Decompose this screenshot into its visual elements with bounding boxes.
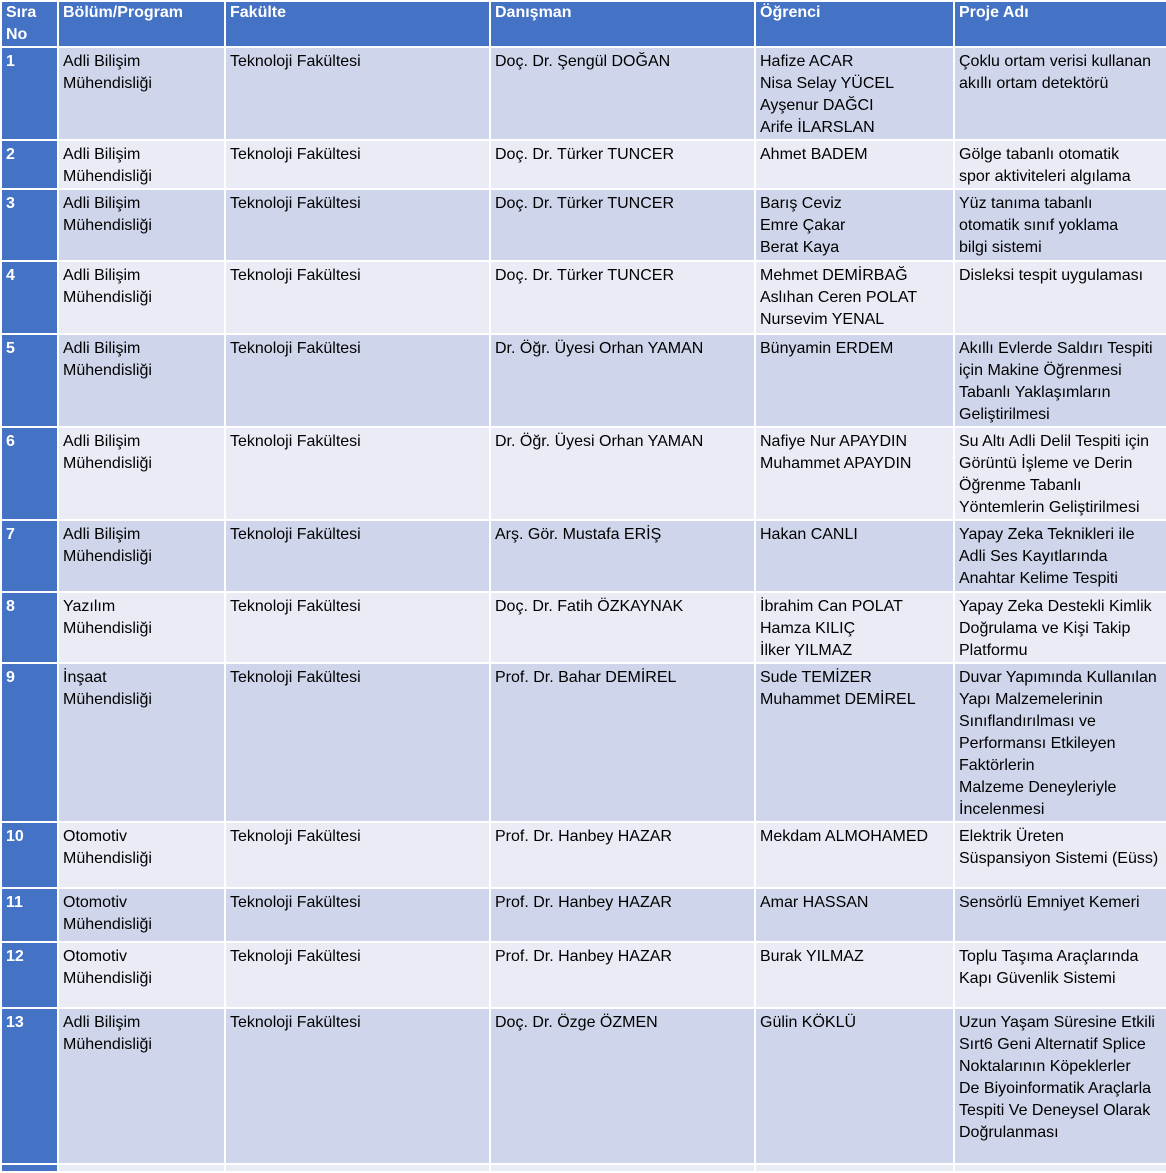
proje-line: Performansı Etkileyen bbox=[959, 735, 1116, 752]
proje-line: Uzun Yaşam Süresine Etkili bbox=[959, 1014, 1155, 1031]
proje-line: Yüz tanıma tabanlı bbox=[959, 195, 1093, 212]
proje-line: için Makine Öğrenmesi bbox=[959, 362, 1122, 379]
cell-ogrenci bbox=[755, 334, 954, 427]
bolum-line: Otomotiv bbox=[63, 828, 128, 845]
cell-proje bbox=[954, 592, 1166, 663]
empty-cell bbox=[1, 1164, 58, 1172]
bolum-line: Mühendisliği bbox=[63, 289, 152, 306]
cell-bolum bbox=[58, 140, 225, 189]
cell-danisman: Prof. Dr. Hanbey HAZAR bbox=[490, 888, 755, 942]
ogrenci-line: Hakan CANLI bbox=[760, 526, 858, 543]
bolum-line: Adli Bilişim bbox=[63, 195, 141, 212]
bolum-line: Adli Bilişim bbox=[63, 340, 141, 357]
cell-proje bbox=[954, 427, 1166, 520]
proje-line: Doğrulanması bbox=[959, 1124, 1059, 1141]
row-number: 13 bbox=[1, 1008, 58, 1164]
cell-fakulte: Teknoloji Fakültesi bbox=[225, 427, 490, 520]
cell-proje bbox=[954, 663, 1166, 822]
proje-line: Tespiti Ve Deneysel Olarak bbox=[959, 1102, 1151, 1119]
table-row bbox=[1, 1008, 1166, 1164]
cell-ogrenci bbox=[755, 189, 954, 261]
proje-line: Disleksi tespit uygulaması bbox=[959, 267, 1144, 284]
table-row bbox=[1, 592, 1166, 663]
header-proje: Proje Adı bbox=[954, 1, 1166, 47]
cell-danisman: Doç. Dr. Türker TUNCER bbox=[490, 189, 755, 261]
cell-ogrenci bbox=[755, 140, 954, 189]
table-row bbox=[1, 942, 1166, 1008]
bolum-line: Mühendisliği bbox=[63, 620, 152, 637]
bolum-line: Mühendisliği bbox=[63, 362, 152, 379]
bolum-line: Mühendisliği bbox=[63, 548, 152, 565]
proje-line: Toplu Taşıma Araçlarında bbox=[959, 948, 1139, 965]
table-row-partial bbox=[1, 1164, 1166, 1172]
proje-line: otomatik sınıf yoklama bbox=[959, 217, 1119, 234]
row-number: 10 bbox=[1, 822, 58, 888]
ogrenci-line: Nisa Selay YÜCEL bbox=[760, 75, 894, 92]
cell-bolum bbox=[58, 261, 225, 334]
cell-fakulte: Teknoloji Fakültesi bbox=[225, 47, 490, 140]
bolum-line: Adli Bilişim bbox=[63, 267, 141, 284]
empty-cell bbox=[755, 1164, 954, 1172]
proje-line: Elektrik Üreten bbox=[959, 828, 1064, 845]
header-ogrenci: Öğrenci bbox=[755, 1, 954, 47]
proje-line: Doğrulama ve Kişi Takip bbox=[959, 620, 1131, 637]
cell-danisman: Doç. Dr. Özge ÖZMEN bbox=[490, 1008, 755, 1164]
proje-line: Gölge tabanlı otomatik bbox=[959, 146, 1120, 163]
cell-danisman: Arş. Gör. Mustafa ERİŞ bbox=[490, 520, 755, 592]
cell-bolum bbox=[58, 663, 225, 822]
cell-ogrenci bbox=[755, 427, 954, 520]
cell-fakulte: Teknoloji Fakültesi bbox=[225, 261, 490, 334]
cell-proje bbox=[954, 47, 1166, 140]
proje-line: Duvar Yapımında Kullanılan bbox=[959, 669, 1157, 686]
proje-line: Platformu bbox=[959, 642, 1028, 659]
proje-line: Sırt6 Geni Alternatif Splice bbox=[959, 1036, 1146, 1053]
proje-line: Geliştirilmesi bbox=[959, 406, 1050, 423]
cell-proje bbox=[954, 261, 1166, 334]
cell-fakulte: Teknoloji Fakültesi bbox=[225, 942, 490, 1008]
proje-line: Akıllı Evlerde Saldırı Tespiti bbox=[959, 340, 1153, 357]
proje-line: Yapay Zeka Teknikleri ile bbox=[959, 526, 1135, 543]
cell-danisman: Doç. Dr. Fatih ÖZKAYNAK bbox=[490, 592, 755, 663]
cell-fakulte: Teknoloji Fakültesi bbox=[225, 334, 490, 427]
table-row bbox=[1, 261, 1166, 334]
row-number: 4 bbox=[1, 261, 58, 334]
header-no-label: No bbox=[6, 26, 28, 43]
row-number: 6 bbox=[1, 427, 58, 520]
row-number: 12 bbox=[1, 942, 58, 1008]
cell-ogrenci bbox=[755, 261, 954, 334]
ogrenci-line: Emre Çakar bbox=[760, 217, 846, 234]
header-bolum: Bölüm/Program bbox=[58, 1, 225, 47]
bolum-line: Mühendisliği bbox=[63, 1036, 152, 1053]
cell-bolum bbox=[58, 888, 225, 942]
bolum-line: Mühendisliği bbox=[63, 168, 152, 185]
cell-fakulte: Teknoloji Fakültesi bbox=[225, 822, 490, 888]
cell-danisman: Prof. Dr. Hanbey HAZAR bbox=[490, 942, 755, 1008]
cell-bolum bbox=[58, 189, 225, 261]
bolum-line: Mühendisliği bbox=[63, 970, 152, 987]
proje-line: Noktalarının Köpeklerler bbox=[959, 1058, 1131, 1075]
proje-line: Sınıflandırılması ve bbox=[959, 713, 1096, 730]
row-number: 11 bbox=[1, 888, 58, 942]
cell-proje bbox=[954, 1008, 1166, 1164]
ogrenci-line: Arife İLARSLAN bbox=[760, 119, 875, 136]
cell-danisman: Prof. Dr. Hanbey HAZAR bbox=[490, 822, 755, 888]
cell-fakulte: Teknoloji Fakültesi bbox=[225, 1008, 490, 1164]
cell-danisman: Doç. Dr. Türker TUNCER bbox=[490, 261, 755, 334]
proje-line: Adli Ses Kayıtlarında bbox=[959, 548, 1108, 565]
row-number: 9 bbox=[1, 663, 58, 822]
proje-line: Yapay Zeka Destekli Kimlik bbox=[959, 598, 1152, 615]
cell-bolum bbox=[58, 1008, 225, 1164]
header-danisman: Danışman bbox=[490, 1, 755, 47]
cell-proje bbox=[954, 520, 1166, 592]
row-number: 2 bbox=[1, 140, 58, 189]
ogrenci-line: Nafiye Nur APAYDIN bbox=[760, 433, 908, 450]
cell-ogrenci bbox=[755, 520, 954, 592]
ogrenci-line: Gülin KÖKLÜ bbox=[760, 1014, 857, 1031]
bolum-line: Mühendisliği bbox=[63, 850, 152, 867]
bolum-line: Adli Bilişim bbox=[63, 1014, 141, 1031]
row-number: 5 bbox=[1, 334, 58, 427]
proje-line: Anahtar Kelime Tespiti bbox=[959, 570, 1118, 587]
bolum-line: Adli Bilişim bbox=[63, 526, 141, 543]
ogrenci-line: Bünyamin ERDEM bbox=[760, 340, 894, 357]
cell-fakulte: Teknoloji Fakültesi bbox=[225, 888, 490, 942]
ogrenci-line: Barış Ceviz bbox=[760, 195, 842, 212]
cell-proje bbox=[954, 888, 1166, 942]
ogrenci-line: İbrahim Can POLAT bbox=[760, 598, 903, 615]
cell-bolum bbox=[58, 334, 225, 427]
proje-line: De Biyoinformatik Araçlarla bbox=[959, 1080, 1152, 1097]
cell-fakulte: Teknoloji Fakültesi bbox=[225, 520, 490, 592]
table-row bbox=[1, 663, 1166, 822]
bolum-line: Mühendisliği bbox=[63, 217, 152, 234]
row-number: 7 bbox=[1, 520, 58, 592]
cell-ogrenci bbox=[755, 888, 954, 942]
cell-ogrenci bbox=[755, 592, 954, 663]
cell-bolum bbox=[58, 942, 225, 1008]
cell-ogrenci bbox=[755, 822, 954, 888]
ogrenci-line: Amar HASSAN bbox=[760, 894, 869, 911]
bolum-line: Mühendisliği bbox=[63, 455, 152, 472]
proje-line: İncelenmesi bbox=[959, 801, 1045, 818]
cell-danisman: Dr. Öğr. Üyesi Orhan YAMAN bbox=[490, 427, 755, 520]
cell-danisman: Doç. Dr. Şengül DOĞAN bbox=[490, 47, 755, 140]
cell-bolum bbox=[58, 822, 225, 888]
bolum-line: Mühendisliği bbox=[63, 691, 152, 708]
cell-ogrenci bbox=[755, 1008, 954, 1164]
cell-danisman: Prof. Dr. Bahar DEMİREL bbox=[490, 663, 755, 822]
empty-cell bbox=[58, 1164, 225, 1172]
ogrenci-line: Mekdam ALMOHAMED bbox=[760, 828, 929, 845]
bolum-line: Mühendisliği bbox=[63, 75, 152, 92]
proje-line: Sensörlü Emniyet Kemeri bbox=[959, 894, 1140, 911]
cell-danisman: Doç. Dr. Türker TUNCER bbox=[490, 140, 755, 189]
bolum-line: Adli Bilişim bbox=[63, 146, 141, 163]
ogrenci-line: Muhammet APAYDIN bbox=[760, 455, 912, 472]
cell-proje bbox=[954, 822, 1166, 888]
bolum-line: Otomotiv bbox=[63, 948, 128, 965]
cell-bolum bbox=[58, 520, 225, 592]
ogrenci-line: Aslıhan Ceren POLAT bbox=[760, 289, 918, 306]
bolum-line: Mühendisliği bbox=[63, 916, 152, 933]
ogrenci-line: Muhammet DEMİREL bbox=[760, 691, 916, 708]
ogrenci-line: Ahmet BADEM bbox=[760, 146, 868, 163]
ogrenci-line: Berat Kaya bbox=[760, 239, 840, 256]
cell-fakulte: Teknoloji Fakültesi bbox=[225, 592, 490, 663]
bolum-line: Adli Bilişim bbox=[63, 53, 141, 70]
cell-bolum bbox=[58, 592, 225, 663]
cell-danisman: Dr. Öğr. Üyesi Orhan YAMAN bbox=[490, 334, 755, 427]
cell-fakulte: Teknoloji Fakültesi bbox=[225, 663, 490, 822]
proje-line: Faktörlerin bbox=[959, 757, 1035, 774]
proje-line: Süspansiyon Sistemi (Eüss) bbox=[959, 850, 1159, 867]
cell-proje bbox=[954, 189, 1166, 261]
proje-line: Tabanlı Yaklaşımların bbox=[959, 384, 1111, 401]
proje-line: Malzeme Deneyleriyle bbox=[959, 779, 1117, 796]
table-row bbox=[1, 520, 1166, 592]
cell-bolum bbox=[58, 47, 225, 140]
table-row bbox=[1, 427, 1166, 520]
cell-fakulte: Teknoloji Fakültesi bbox=[225, 189, 490, 261]
proje-line: Yapı Malzemelerinin bbox=[959, 691, 1103, 708]
ogrenci-line: Mehmet DEMİRBAĞ bbox=[760, 267, 908, 284]
proje-line: Kapı Güvenlik Sistemi bbox=[959, 970, 1116, 987]
table-row bbox=[1, 140, 1166, 189]
ogrenci-line: Nursevim YENAL bbox=[760, 311, 885, 328]
cell-bolum bbox=[58, 427, 225, 520]
ogrenci-line: Hafize ACAR bbox=[760, 53, 854, 70]
empty-cell bbox=[490, 1164, 755, 1172]
empty-cell bbox=[954, 1164, 1166, 1172]
row-number: 3 bbox=[1, 189, 58, 261]
ogrenci-line: İlker YILMAZ bbox=[760, 642, 853, 659]
ogrenci-line: Burak YILMAZ bbox=[760, 948, 864, 965]
proje-line: spor aktiviteleri algılama bbox=[959, 168, 1131, 185]
ogrenci-line: Ayşenur DAĞCI bbox=[760, 97, 874, 114]
row-number: 1 bbox=[1, 47, 58, 140]
table-row bbox=[1, 189, 1166, 261]
table-row bbox=[1, 888, 1166, 942]
bolum-line: Adli Bilişim bbox=[63, 433, 141, 450]
bolum-line: Otomotiv bbox=[63, 894, 128, 911]
proje-line: akıllı ortam detektörü bbox=[959, 75, 1109, 92]
proje-line: Öğrenme Tabanlı bbox=[959, 477, 1082, 494]
proje-line: Çoklu ortam verisi kullanan bbox=[959, 53, 1152, 70]
proje-line: Görüntü İşleme ve Derin bbox=[959, 455, 1133, 472]
empty-cell bbox=[225, 1164, 490, 1172]
cell-proje bbox=[954, 334, 1166, 427]
cell-ogrenci bbox=[755, 942, 954, 1008]
header-row bbox=[1, 1, 1166, 47]
ogrenci-line: Sude TEMİZER bbox=[760, 669, 872, 686]
header-sira-no bbox=[1, 1, 58, 47]
proje-line: bilgi sistemi bbox=[959, 239, 1042, 256]
cell-proje bbox=[954, 140, 1166, 189]
header-fakulte: Fakülte bbox=[225, 1, 490, 47]
cell-fakulte: Teknoloji Fakültesi bbox=[225, 140, 490, 189]
table-row bbox=[1, 822, 1166, 888]
bolum-line: İnşaat bbox=[63, 669, 107, 686]
cell-ogrenci bbox=[755, 47, 954, 140]
bolum-line: Yazılım bbox=[63, 598, 116, 615]
table-row bbox=[1, 47, 1166, 140]
proje-line: Yöntemlerin Geliştirilmesi bbox=[959, 499, 1140, 516]
ogrenci-line: Hamza KILIÇ bbox=[760, 620, 856, 637]
proje-line: Su Altı Adli Delil Tespiti için bbox=[959, 433, 1150, 450]
cell-ogrenci bbox=[755, 663, 954, 822]
table-body bbox=[1, 47, 1166, 1172]
row-number: 8 bbox=[1, 592, 58, 663]
header-sira-label: Sıra bbox=[6, 4, 37, 21]
cell-proje bbox=[954, 942, 1166, 1008]
table-row bbox=[1, 334, 1166, 427]
